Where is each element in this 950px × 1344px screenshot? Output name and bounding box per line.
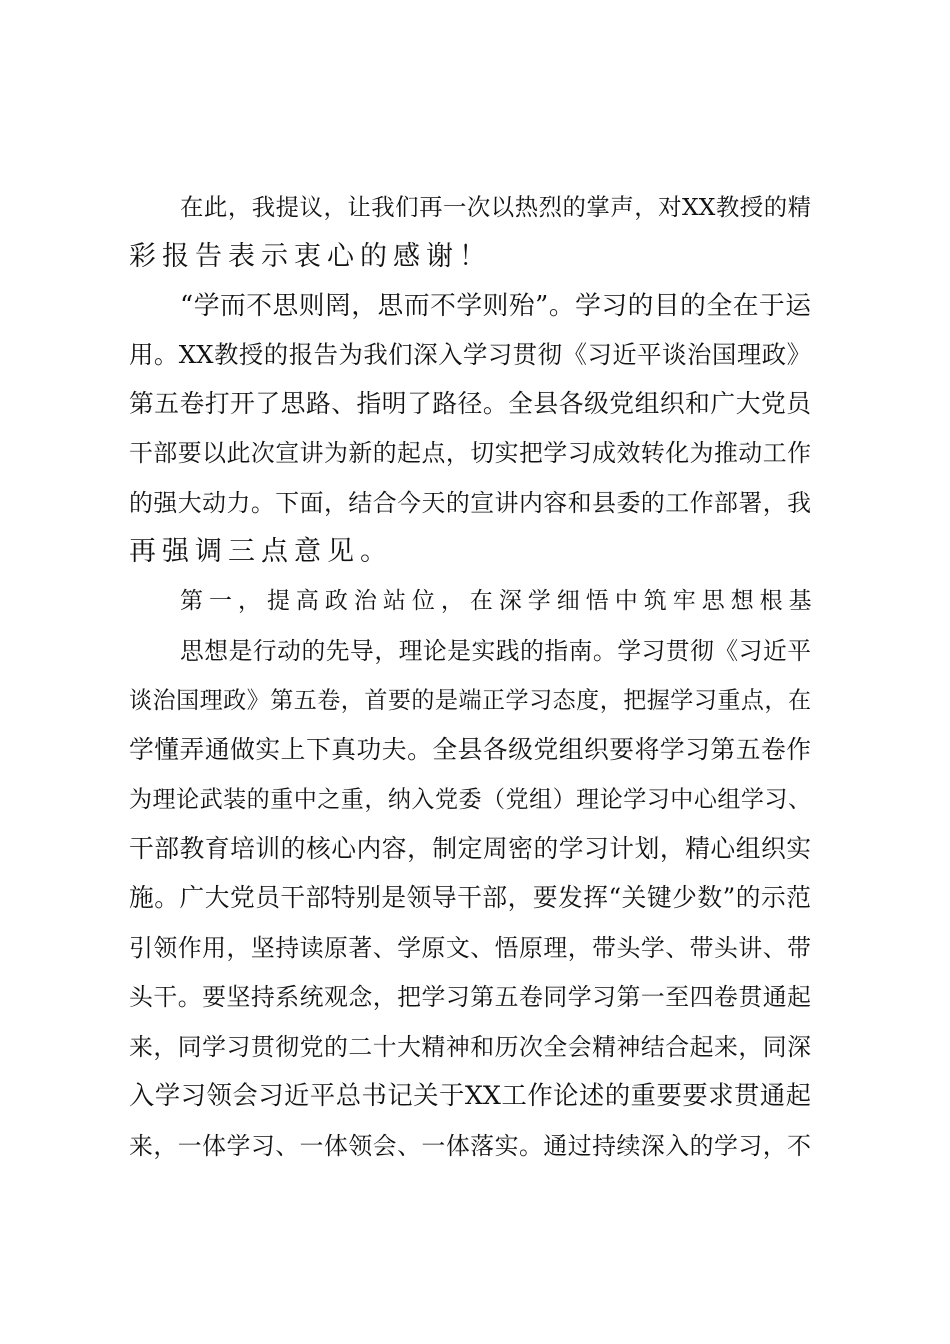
section-heading-1: 第一，提高政治站位，在深学细悟中筑牢思想根基 <box>180 588 818 614</box>
paragraph-1-line-2: 彩报告表示衷心的感谢！ <box>129 241 492 272</box>
paragraph-2-line-3: 第五卷打开了思路、指明了路径。全县各级党组织和广大党员 <box>129 389 811 418</box>
paragraph-3-line-9: 来，同学习贯彻党的二十大精神和历次全会精神结合起来，同深 <box>129 1033 811 1061</box>
paragraph-3-line-1: 思想是行动的先导，理论是实践的指南。学习贯彻《习近平 <box>180 637 811 665</box>
paragraph-3-line-4: 为理论武装的重中之重，纳入党委（党组）理论学习中心组学习、 <box>129 787 811 813</box>
paragraph-2-line-5: 的强大动力。下面，结合今天的宣讲内容和县委的工作部署，我 <box>129 489 811 517</box>
paragraph-1-line-1: 在此，我提议，让我们再一次以热烈的掌声，对XX教授的精 <box>180 193 811 221</box>
paragraph-3-line-5: 干部教育培训的核心内容，制定周密的学习计划，精心组织实 <box>129 834 811 863</box>
paragraph-3-line-6: 施。广大党员干部特别是领导干部，要发挥“关键少数”的示范 <box>129 883 811 912</box>
paragraph-3-line-8: 头干。要坚持系统观念，把学习第五卷同学习第一至四卷贯通起 <box>129 983 811 1011</box>
paragraph-2-line-2: 用。XX教授的报告为我们深入学习贯彻《习近平谈治国理政》 <box>129 340 811 369</box>
paragraph-3-line-10: 入学习领会习近平总书记关于XX工作论述的重要要求贯通起 <box>129 1081 811 1110</box>
paragraph-2-line-6: 再强调三点意见。 <box>129 536 393 567</box>
paragraph-3-line-2: 谈治国理政》第五卷，首要的是端正学习态度，把握学习重点，在 <box>129 688 811 714</box>
paragraph-2-line-4: 干部要以此次宣讲为新的起点，切实把学习成效转化为推动工作 <box>129 439 811 467</box>
paragraph-2-line-1: “学而不思则罔，思而不学则殆”。学习的目的全在于运 <box>180 291 811 321</box>
paragraph-3-line-11: 来，一体学习、一体领会、一体落实。通过持续深入的学习，不 <box>129 1132 811 1160</box>
paragraph-3-line-3: 学懂弄通做实上下真功夫。全县各级党组织要将学习第五卷作 <box>129 735 811 764</box>
paragraph-3-line-7: 引领作用，坚持读原著、学原文、悟原理，带头学、带头讲、带 <box>129 934 811 962</box>
